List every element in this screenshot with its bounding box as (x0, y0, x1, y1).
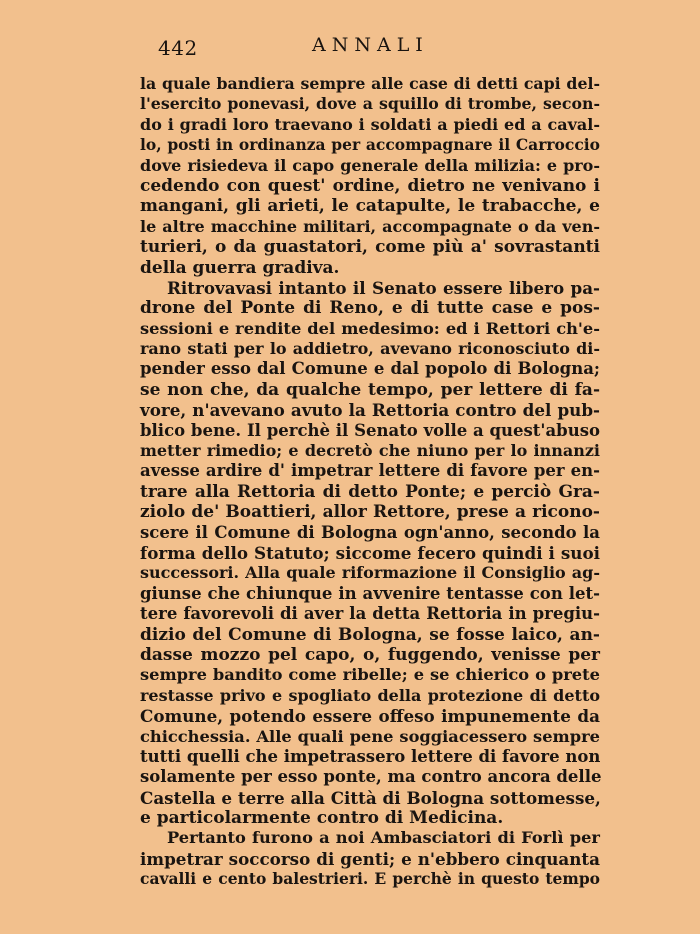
text-line: vore, n'avevano avuto la Rettoria contro del pub- (140, 400, 600, 421)
text-line: successori. Alla quale riformazione il Consiglio ag- (140, 563, 600, 583)
text-line: impetrar soccorso di genti; e n'ebbero cinquanta (140, 848, 600, 869)
body-text (140, 74, 600, 890)
page-number: 442 (158, 36, 198, 60)
text-line: cavalli e cento balestrieri. E perchè in questo tempo (140, 869, 600, 889)
text-line: trare alla Rettoria di detto Ponte; e perciò Gra- (140, 481, 600, 502)
text-line: l'esercito ponevasi, dove a squillo di trombe, secon- (140, 94, 600, 114)
text-line: Castella e terre alla Città di Bologna sottomesse, (140, 787, 601, 808)
text-line: scere il Comune di Bologna ogn'anno, secondo la (140, 522, 600, 542)
text-line: metter rimedio; e decretò che niuno per lo innanzi (140, 441, 600, 461)
text-line: chicchessia. Alle quali pene soggiacessero sempre (140, 726, 600, 746)
text-line: Ritrovavasi intanto il Senato essere libero pa- (167, 277, 600, 298)
text-line: le altre macchine militari, accompagnate o da ven- (140, 216, 600, 236)
text-line: ziolo de' Boattieri, allor Rettore, prese a ricono- (140, 502, 600, 523)
running-title: ANNALI (312, 34, 429, 56)
text-line: la quale bandiera sempre alle case di detti capi del- (140, 74, 600, 93)
text-line: dove risiedeva il capo generale della milizia: e pro- (140, 155, 600, 175)
text-line: rano stati per lo addietro, avevano riconosciuto di- (140, 339, 600, 359)
text-line: pender esso dal Comune e dal popolo di Bologna; (140, 359, 600, 379)
text-line: solamente per esso ponte, ma contro ancora delle (140, 767, 602, 787)
text-line: forma dello Statuto; siccome fecero quindi i suoi (140, 542, 600, 563)
text-line: avesse ardire d' impetrar lettere di favore per en- (140, 461, 600, 481)
text-line: Pertanto furono a noi Ambasciatori di Forlì per (167, 828, 600, 848)
text-line: mangani, gli arieti, le catapulte, le trabacche, e (140, 196, 600, 217)
text-line: giunse che chiunque in avvenire tentasse con let- (140, 583, 600, 603)
text-line: dizio del Comune di Bologna, se fosse laico, an- (140, 624, 600, 645)
text-line: blico bene. Il perchè il Senato volle a quest'abuso (140, 420, 600, 440)
text-line: do i gradi loro traevano i soldati a piedi ed a caval- (140, 114, 600, 134)
text-line: cedendo con quest' ordine, dietro ne venivano i (140, 175, 600, 196)
text-line: della guerra gradiva. (140, 257, 340, 278)
text-line: turieri, o da guastatori, come più a' sovrastanti (140, 237, 600, 258)
text-line: restasse privo e spogliato della protezione di detto (140, 685, 600, 705)
page-header (152, 32, 598, 62)
text-line: tutti quelli che impetrassero lettere di favore non (140, 746, 601, 766)
text-line: sessioni e rendite del medesimo: ed i Rettori ch'e- (140, 318, 600, 338)
text-line: drone del Ponte di Reno, e di tutte case e pos- (140, 298, 600, 319)
text-line: sempre bandito come ribelle; e se chierico o prete (140, 665, 600, 685)
text-line: lo, posti in ordinanza per accompagnare il Carroccio (140, 135, 600, 155)
text-line: tere favorevoli di aver la detta Rettoria in pregiu- (140, 604, 600, 624)
text-line: se non che, da qualche tempo, per lettere di fa- (140, 379, 600, 400)
text-line: dasse mozzo pel capo, o, fuggendo, venisse per (140, 644, 600, 665)
text-line: e particolarmente contro di Medicina. (140, 808, 504, 829)
text-line: Comune, potendo essere offeso impunemente da (140, 706, 600, 727)
